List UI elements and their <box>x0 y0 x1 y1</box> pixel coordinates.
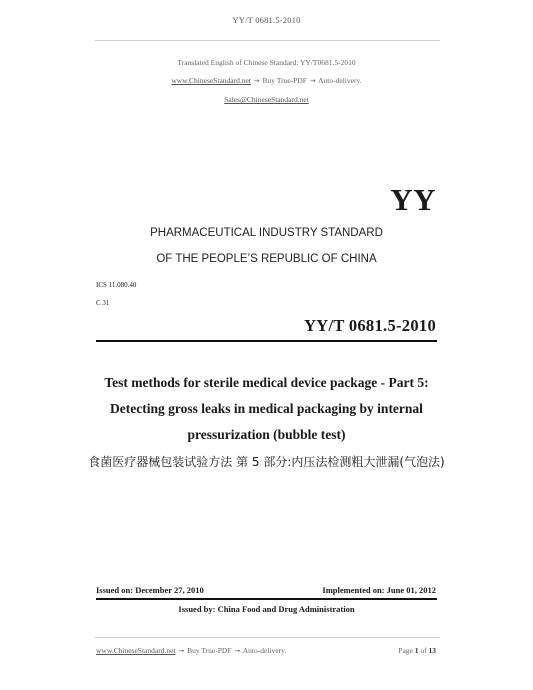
running-header-title: YY/T 0681.5-2010 <box>232 15 301 25</box>
footer-divider <box>95 637 440 638</box>
arrow-right-icon: → <box>234 647 241 655</box>
email-link[interactable]: Sales@ChineseStandard.net <box>224 95 309 104</box>
footer-delivery-text: Auto-delivery. <box>242 646 287 655</box>
standard-number: YY/T 0681.5-2010 <box>304 316 436 335</box>
delivery-text: Auto-delivery. <box>318 76 362 85</box>
issued-date: Issued on: December 27, 2010 <box>96 585 204 595</box>
footer-buy-text: Buy True-PDF <box>187 646 232 655</box>
title-chinese: 食菌医疗器械包装试验方法 第 5 部分:内压法检测粗大泄漏(气泡法) <box>88 455 445 469</box>
site-link[interactable]: www.ChineseStandard.net <box>171 76 251 85</box>
page-of: of <box>420 646 427 655</box>
buy-text: Buy True-PDF <box>262 76 307 85</box>
arrow-right-icon: → <box>178 647 185 655</box>
page-total: 13 <box>428 646 436 655</box>
footer-site-link[interactable]: www.ChineseStandard.net <box>96 646 176 655</box>
arrow-right-icon: → <box>309 77 316 85</box>
page-current: 1 <box>414 646 419 655</box>
org-name-line2: OF THE PEOPLE’S REPUBLIC OF CHINA <box>156 253 377 265</box>
title-line2: Detecting gross leaks in medical packaging by internal <box>110 401 423 416</box>
header-divider <box>95 40 440 41</box>
title-line3: pressurization (bubble test) <box>187 427 346 442</box>
ics-code: ICS 11.080.40 <box>96 281 137 289</box>
email-line <box>0 95 533 104</box>
page-label: Page <box>398 646 413 655</box>
ccs-code: C 31 <box>96 299 110 307</box>
org-name-line1: PHARMACEUTICAL INDUSTRY STANDARD <box>150 227 383 239</box>
footer-purchase-line <box>96 646 286 655</box>
issuing-authority: Issued by: China Food and Drug Administration <box>178 604 355 614</box>
standard-number-rule <box>96 340 437 342</box>
implemented-date: Implemented on: June 01, 2012 <box>322 585 436 595</box>
standard-code-letters: YY <box>390 182 436 217</box>
title-line1: Test methods for sterile medical device package - Part 5: <box>104 375 429 390</box>
purchase-line <box>0 76 533 85</box>
issue-rule <box>96 598 437 600</box>
translation-note: Translated English of Chinese Standard: YY/T0681.5-2010 <box>177 58 356 67</box>
arrow-right-icon: → <box>253 77 260 85</box>
page-indicator <box>398 646 436 655</box>
